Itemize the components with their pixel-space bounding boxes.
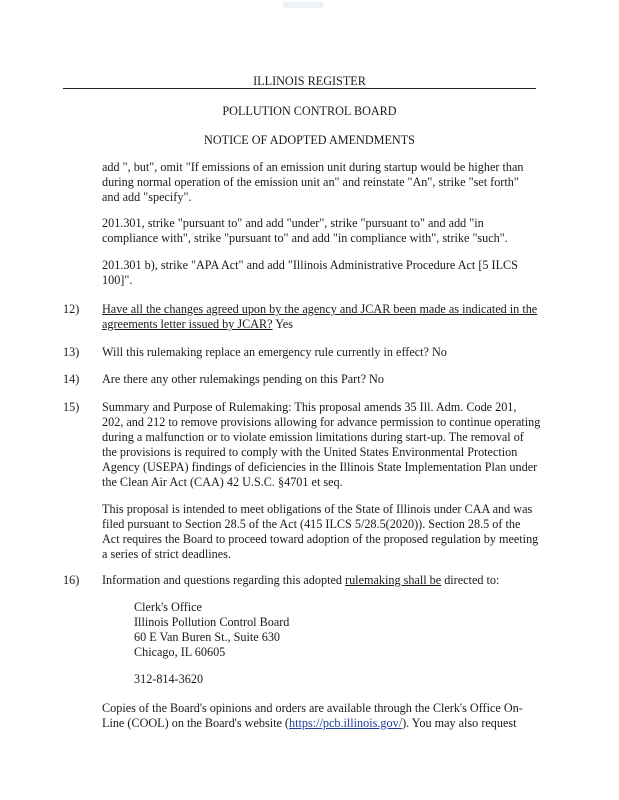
item-15-a-line2: 202, and 212 to remove provisions allowing for advance permission to continue operating <box>102 415 541 429</box>
register-title: ILLINOIS REGISTER <box>253 74 366 88</box>
cont-p3-line1: 201.301 b), strike "APA Act" and add "Illinois Administrative Procedure Act [5 ILCS <box>102 258 518 272</box>
cont-p3-line2: 100]". <box>102 273 133 287</box>
board-website-link[interactable]: https://pcb.illinois.gov/ <box>289 716 403 730</box>
cont-p1-line3: and add "specify". <box>102 190 192 204</box>
address-line1: Clerk's Office <box>134 600 202 614</box>
copies-line2 <box>102 716 517 732</box>
item-12-line1: Have all the changes agreed upon by the agency and JCAR been made as indicated in the <box>102 302 538 316</box>
item-13-text: Will this rulemaking replace an emergency rule currently in effect? No <box>102 345 447 359</box>
item-15-a-line6: the Clean Air Act (CAA) 42 U.S.C. §4701 et seq. <box>102 475 343 489</box>
item-12-question-end: agreements letter issued by JCAR? <box>102 317 273 331</box>
copies-line2-post: ). You may also request <box>402 716 517 730</box>
item-15-number: 15) <box>63 400 80 414</box>
address-line3: 60 E Van Buren St., Suite 630 <box>134 630 281 644</box>
item-12-line2 <box>102 317 293 333</box>
item-15-a-line3: during a malfunction or to violate emission limitations during start-up. The removal of <box>102 430 524 444</box>
item-15-b-line2: filed pursuant to Section 28.5 of the Act (415 ILCS 5/28.5(2020)). Section 28.5 of the <box>102 517 521 531</box>
cont-p1-line1: add ", but", omit "If emissions of an emission unit during startup would be higher than <box>102 160 524 174</box>
item-15-a-line4: the provisions is required to comply with the United States Environmental Protection <box>102 445 518 459</box>
item-16-intro-pre: Information and questions regarding this adopted <box>102 573 346 587</box>
address-line2: Illinois Pollution Control Board <box>134 615 290 629</box>
item-15-a-line5: Agency (USEPA) findings of deficiencies in the Illinois State Implementation Plan under <box>102 460 538 474</box>
item-12-number: 12) <box>63 302 80 316</box>
item-14-number: 14) <box>63 372 80 386</box>
cont-p2-line1: 201.301, strike "pursuant to" and add "under", strike "pursuant to" and add "in <box>102 216 484 230</box>
cont-p2-line2: compliance with", strike "pursuant to" and add "in compliance with", strike "such". <box>102 231 508 245</box>
header-rule <box>63 88 536 89</box>
item-13-number: 13) <box>63 345 80 359</box>
item-15-b-line1: This proposal is intended to meet obligations of the State of Illinois under CAA and was <box>102 502 533 516</box>
item-15-a-line1: Summary and Purpose of Rulemaking: This proposal amends 35 Ill. Adm. Code 201, <box>102 400 517 414</box>
address-line4: Chicago, IL 60605 <box>134 645 226 659</box>
item-15-b-line4: a series of strict deadlines. <box>102 547 231 561</box>
phone-number: 312-814-3620 <box>134 672 204 686</box>
copies-line2-pre: Line (COOL) on the Board's website ( <box>102 716 289 730</box>
copies-line1: Copies of the Board's opinions and orders are available through the Clerk's Office On- <box>102 701 523 715</box>
item-14-text: Are there any other rulemakings pending on this Part? No <box>102 372 384 386</box>
item-15-b-line3: Act requires the Board to proceed toward adoption of the proposed regulation by meeting <box>102 532 539 546</box>
item-16-number: 16) <box>63 573 80 587</box>
cont-p1-line2: during normal operation of the emission unit an" and reinstate "An", strike "set forth" <box>102 175 519 189</box>
board-title: POLLUTION CONTROL BOARD <box>222 104 397 118</box>
notice-title: NOTICE OF ADOPTED AMENDMENTS <box>204 133 415 147</box>
item-16-intro <box>102 573 499 589</box>
item-16-intro-post: directed to: <box>441 573 500 587</box>
item-12-answer: Yes <box>275 317 293 331</box>
item-16-intro-underlined: rulemaking shall be <box>345 573 442 587</box>
scan-artifact <box>283 2 323 8</box>
